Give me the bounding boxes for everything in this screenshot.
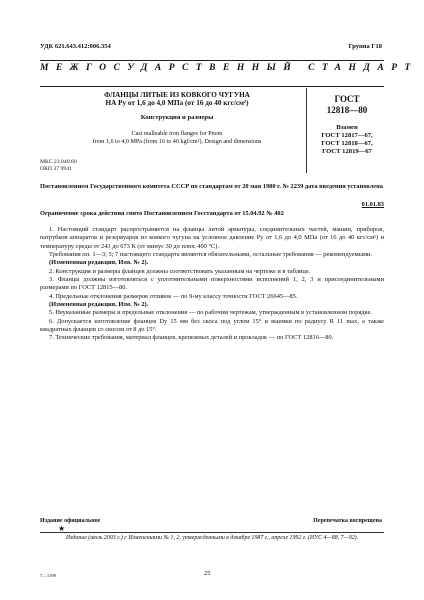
standard-banner: МЕЖГОСУДАРСТВЕННЫЙ СТАНДАРТ (40, 63, 418, 73)
top-rule (40, 60, 384, 61)
english-title-line-1: Cast malleable iron flanges for Pnom (131, 131, 223, 137)
title-line-1: ФЛАНЦЫ ЛИТЫЕ ИЗ КОВКОГО ЧУГУНА (104, 91, 250, 99)
gost-number: 12818—80 (326, 104, 368, 115)
decree-text: Постановлением Государственного комитета СССР по стандартам от 20 мая 1980 г. № 2239 дата введения установлена (40, 183, 383, 190)
limit-text: Ограничение срока действия снято Постановлением Госстандарта от 15.04.92 № 402 (40, 210, 284, 217)
english-title-line-2: from 1,6 to 4,0 MPa (from 16 to 40 kgf/cm²). Design and dimensions (92, 138, 262, 145)
paragraph: 2. Конструкция и размеры фланцев должны соответствовать указанным на чертеже и в таблице. (49, 267, 311, 275)
paragraph: Требования пп. 1—3; 5; 7 настоящего стандарта являются обязательными, остальные требования — рекомендуемыми. (49, 251, 373, 259)
english-title (52, 131, 302, 146)
replaces-item: ГОСТ 12818—67, (321, 140, 373, 147)
paragraph: 5. Неуказанные размеры и предельные отклонения — по рабочим чертежам, утвержденным в установленном порядке. (49, 309, 373, 317)
edition-note: (Измененная редакция, Изм. № 2). (49, 301, 149, 309)
group-code: Группа Г18 (348, 43, 382, 50)
banner-rule (40, 86, 384, 87)
replaces-item: ГОСТ 12819—67 (322, 148, 372, 155)
introduction-date: 01.01.83 (361, 201, 384, 208)
title-divider (306, 88, 307, 173)
document-subtitle: Конструкция и размеры (140, 114, 214, 121)
mks-code: МКС 23.040.60 (40, 159, 77, 165)
footer-rule (40, 532, 384, 533)
paragraph: 6. Допускается изготовление фланцев Dу 15 мм без скоса под углом 15° и выемки по радиусу R 11 max, а также квадратных фланцев со скосом от 8 до 15°. (40, 317, 384, 334)
reprint-prohibited-label: Перепечатка воспрещена (313, 518, 382, 524)
replaces-block (310, 124, 384, 156)
paragraph: 1. Настоящий стандарт распространяется на фланцы литой арматуры, соединительных частей, машин, приборов, патрубков аппаратов и резервуаров из ковкого чугуна на условное давление Pу от 1,6 до 4,0 МПа (от 16 до 40 кгс/см²) и температуру среды от 243 до 673 К (от минус 30 до плюс 400 °С). (40, 226, 384, 250)
order-number: 7—1198 (40, 573, 56, 578)
document-title (52, 91, 302, 107)
paragraph: 4. Предельные отклонения размеров отливок — по 9-му классу точности ГОСТ 26645—85. (49, 292, 298, 300)
replaces-item: ГОСТ 12817—67, (321, 132, 373, 139)
reissue-note: Издание (июль 2003 г.) с Изменениями № 1, 2, утвержденными в декабре 1987 г., апреле 1992 г. (ИУС 4—88, 7—92). (65, 535, 359, 541)
gost-block (310, 94, 384, 115)
replaces-label: Взамен (336, 124, 358, 131)
paragraph: 7. Технические требования, материал фланцев, крепежных деталей и прокладок — по ГОСТ 12816—80. (49, 334, 334, 342)
body-text (40, 226, 384, 343)
page-number: 25 (204, 570, 211, 577)
classifiers (40, 159, 77, 173)
udk-code: УДК 621.643.412:006.354 (40, 43, 111, 50)
paragraph: 3. Фланцы должны изготовляться с уплотнительными поверхностями исполнений 1, 2, 3 и присоединительными размерами по ГОСТ 12815—80. (40, 276, 384, 292)
edition-note: (Измененная редакция, Изм. № 2). (49, 259, 149, 267)
gost-label: ГОСТ (334, 94, 360, 104)
official-edition-label: Издание официальное (40, 518, 101, 524)
star-icon: ★ (58, 524, 66, 533)
title-line-2: НА Pу от 1,6 до 4,0 МПа (от 16 до 40 кгс/см²) (105, 99, 249, 107)
okp-code: ОКП 37 9941 (40, 166, 72, 172)
